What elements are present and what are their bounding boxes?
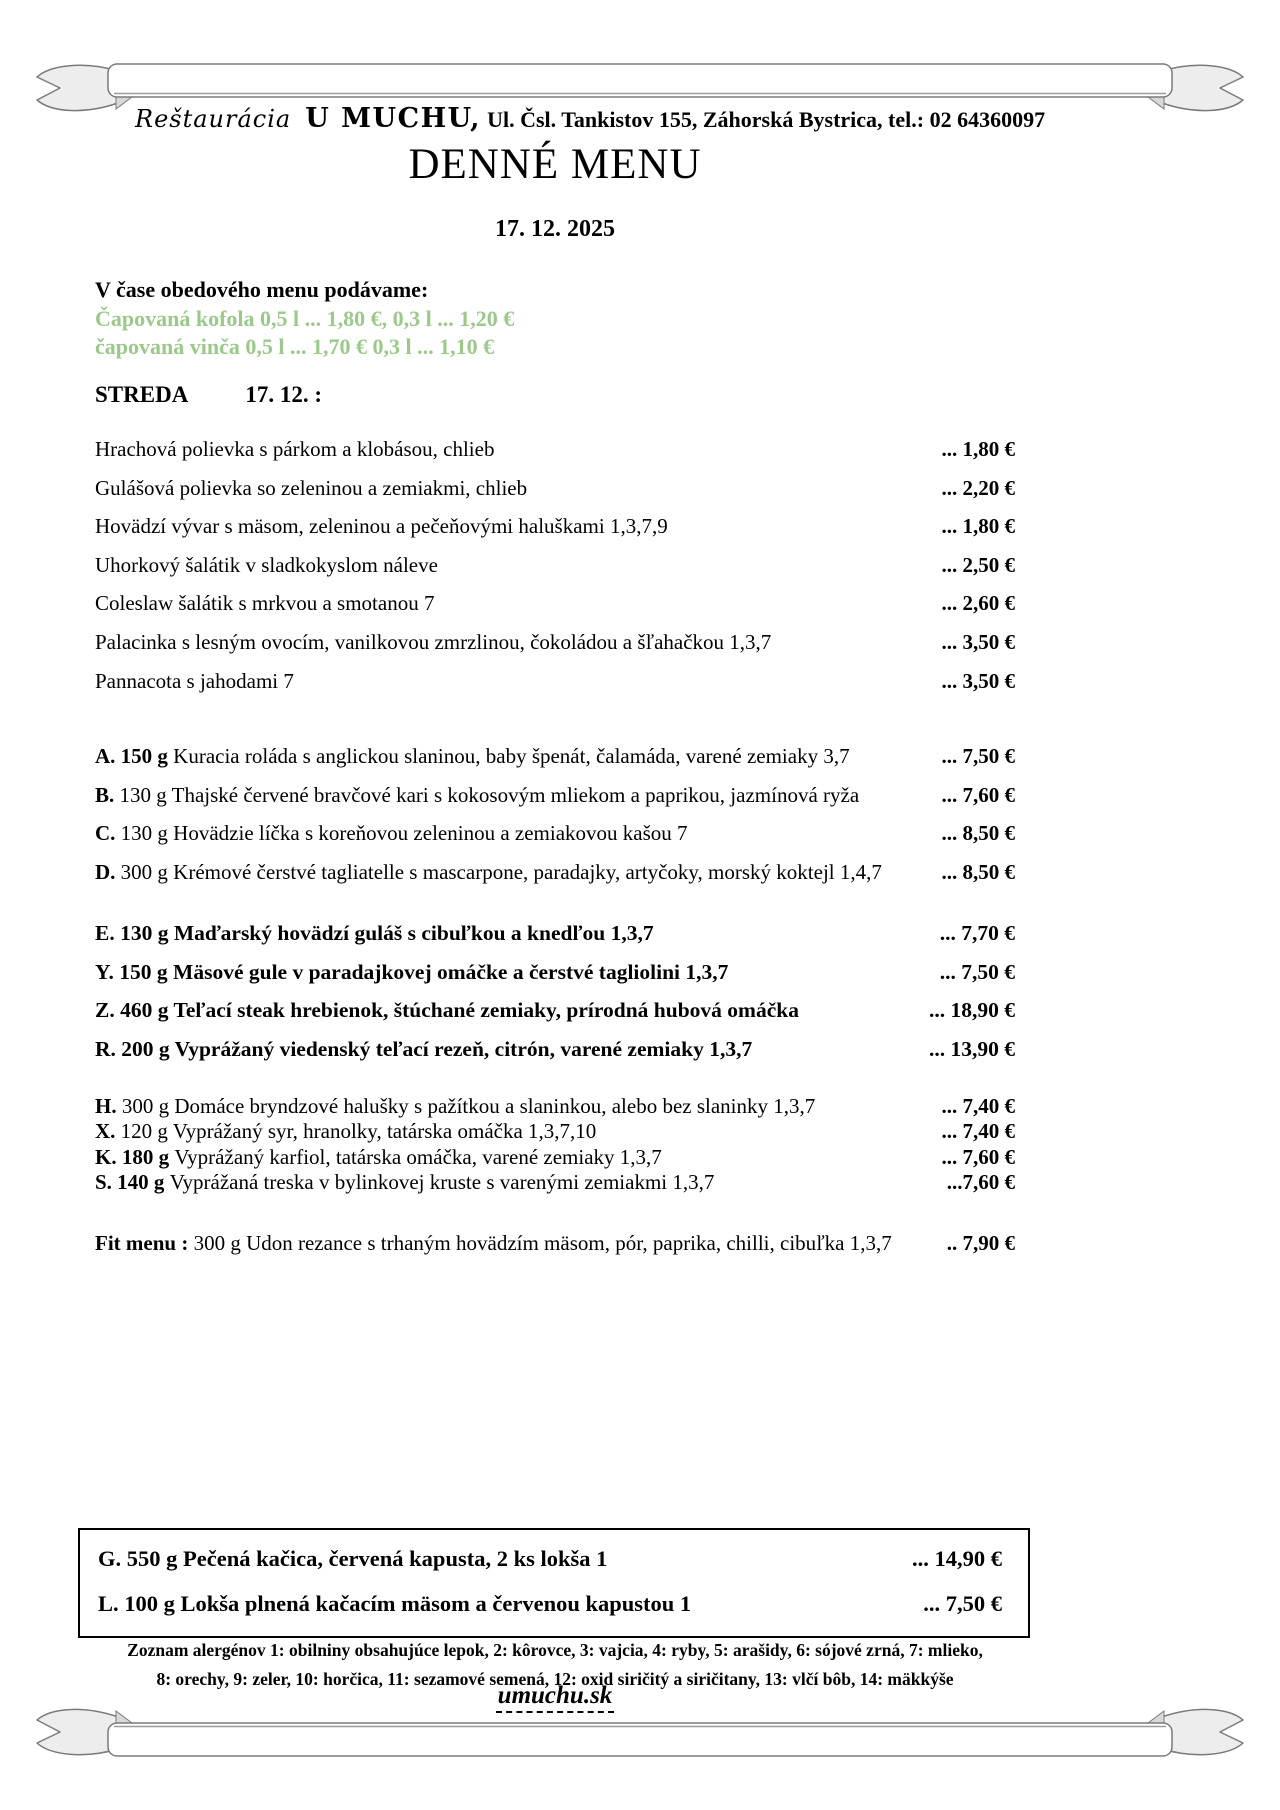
- item-name: [95, 1119, 604, 1144]
- item-text: 300 g Domáce bryndzové halušky s pažítkou a slaninkou, alebo bez slaninky 1,3,7: [121, 1094, 816, 1118]
- item-name: [95, 853, 890, 892]
- item-name: [95, 430, 502, 469]
- item-name: [95, 1145, 670, 1170]
- item-text: Coleslaw šalátik s mrkvou a smotanou 7: [95, 591, 435, 616]
- header: [135, 103, 1045, 134]
- menu-item-row: [95, 991, 1015, 1030]
- item-text: Palacinka s lesným ovocím, vanilkovou zmrzlinou, čokoládou a šľahačkou 1,3,7: [95, 629, 772, 654]
- item-price: ... 2,60 €: [941, 591, 1015, 616]
- item-prefix: A. 150 g: [95, 744, 174, 768]
- section-mains-hxks: [95, 1094, 1015, 1196]
- menu-item-row: [95, 507, 1015, 546]
- menu-item-row: [95, 914, 1015, 953]
- item-price: ... 1,80 €: [941, 437, 1015, 461]
- restaurant-name: U MUCHU,: [305, 103, 482, 134]
- item-name: [95, 546, 446, 585]
- item-text: Uhorkový šalátik v sladkokyslom náleve: [95, 552, 438, 577]
- item-price: ... 1,80 €: [941, 514, 1015, 539]
- item-prefix: Y. 150 g Mäsové gule v paradajkovej omáčke a čerstvé tagliolini 1,3,7: [95, 959, 729, 984]
- item-text: Kuracia roláda s anglickou slaninou, baby špenát, čalamáda, varené zemiaky 3,7: [173, 744, 850, 768]
- item-name: [95, 1094, 823, 1119]
- item-prefix: D.: [95, 859, 121, 884]
- allergen-line-1: Zoznam alergénov 1: obilniny obsahujúce lepok, 2: kôrovce, 3: vajcia, 4: ryby, 5: arašidy, 6: sójové zrná, 7: mlieko,: [127, 1640, 983, 1660]
- item-name: [95, 623, 779, 662]
- allergen-line-2: 8: orechy, 9: zeler, 10: horčica, 11: sezamové semená, 12: oxid siričitý a siričitany, 13: vlčí bôb, 14: mäkkýše: [156, 1668, 954, 1689]
- item-text: 300 g Krémové čerstvé tagliatelle s mascarpone, paradajky, artyčoky, morský koktejl 1,4,7: [120, 859, 882, 884]
- item-price: ... 2,20 €: [941, 475, 1015, 500]
- menu-item-row: [95, 662, 1015, 701]
- item-text: 120 g Vyprážaný syr, hranolky, tatárska omáčka 1,3,7,10: [120, 1119, 597, 1144]
- item-name: [98, 1536, 615, 1581]
- item-price: ... 7,40 €: [941, 1119, 1015, 1144]
- item-price: ... 8,50 €: [941, 859, 1015, 884]
- item-price: ... 18,90 €: [929, 998, 1015, 1023]
- menu-item-row: [95, 776, 1015, 815]
- menu-item-row: [95, 1094, 1015, 1119]
- item-text: Gulášová polievka so zeleninou a zemiakmi, chlieb: [95, 475, 528, 500]
- item-prefix: Z. 460 g Teľací steak hrebienok, štúchané zemiaky, prírodná hubová omáčka: [95, 998, 799, 1023]
- item-name: [95, 584, 442, 623]
- item-prefix: Fit menu :: [95, 1231, 194, 1255]
- item-text: Pannacota s jahodami 7: [95, 668, 294, 693]
- section-starters: [95, 430, 1015, 700]
- item-text: Hovädzí vývar s mäsom, zeleninou a pečeňovými haluškami 1,3,7,9: [95, 514, 668, 539]
- item-price: ... 7,40 €: [941, 1094, 1015, 1118]
- item-price: ... 13,90 €: [929, 1036, 1015, 1061]
- item-prefix: L. 100 g Lokša plnená kačacím mäsom a červenou kapustou 1: [98, 1591, 692, 1616]
- item-prefix: B.: [95, 782, 120, 807]
- menu-item-row: [95, 1145, 1015, 1170]
- item-price: ... 2,50 €: [941, 552, 1015, 577]
- item-price: ... 7,50 €: [941, 744, 1015, 768]
- item-price: ... 7,50 €: [939, 959, 1015, 984]
- item-text: Vyprážaný karfiol, tatárska omáčka, varené zemiaky 1,3,7: [174, 1144, 662, 1169]
- restaurant-label: Reštaurácia: [135, 105, 292, 133]
- day-date: 17. 12. :: [245, 382, 322, 407]
- website-link[interactable]: umuchu.sk: [496, 1682, 615, 1713]
- item-name: [95, 1228, 900, 1258]
- section-mains-eyzr: [95, 914, 1015, 1068]
- item-price: ... 3,50 €: [941, 629, 1015, 654]
- menu-item-row: [98, 1581, 1002, 1626]
- item-name: [95, 953, 736, 992]
- item-price: ... 3,50 €: [941, 668, 1015, 693]
- item-name: [95, 1170, 722, 1195]
- drink-line-vinca: čapovaná vinča 0,5 l ... 1,70 € 0,3 l ... 1,10 €: [95, 334, 495, 360]
- menu-item-row: [95, 814, 1015, 853]
- scroll-banner-bottom: [30, 1703, 1250, 1765]
- item-name: [95, 991, 807, 1030]
- item-prefix: H.: [95, 1094, 122, 1118]
- menu-item-row: [98, 1536, 1002, 1581]
- item-price: .. 7,90 €: [946, 1231, 1015, 1255]
- item-name: [95, 507, 676, 546]
- menu-item-row: [95, 737, 1015, 776]
- item-text: Hrachová polievka s párkom a klobásou, chlieb: [95, 437, 495, 461]
- page-title: DENNÉ MENU: [408, 141, 702, 188]
- day-heading: [95, 382, 322, 408]
- menu-item-row: [95, 953, 1015, 992]
- item-prefix: C.: [95, 821, 121, 846]
- menu-item-row: [95, 430, 1015, 469]
- item-text: 300 g Udon rezance s trhaným hovädzím mäsom, pór, paprika, chilli, cibuľka 1,3,7: [193, 1231, 892, 1255]
- item-name: [95, 1030, 760, 1069]
- item-prefix: G. 550 g Pečená kačica, červená kapusta, 2 ks lokša 1: [98, 1546, 608, 1571]
- item-prefix: E. 130 g Maďarský hovädzí guláš s cibuľkou a knedľou 1,3,7: [95, 921, 654, 945]
- scroll-banner-bottom-icon: [30, 1703, 1250, 1765]
- item-prefix: R. 200 g Vyprážaný viedenský teľací rezeň, citrón, varené zemiaky 1,3,7: [95, 1036, 753, 1061]
- item-name: [95, 914, 662, 953]
- section-mains-abcd: [95, 737, 1015, 891]
- item-name: [95, 469, 535, 508]
- section-fit-menu: [95, 1228, 1015, 1258]
- item-prefix: K. 180 g: [95, 1144, 175, 1169]
- item-text: 130 g Thajské červené bravčové kari s kokosovým mliekom a paprikou, jazmínová ryža: [119, 782, 860, 807]
- item-price: ... 14,90 €: [912, 1546, 1002, 1571]
- day-label: STREDA: [95, 382, 189, 407]
- menu-item-row: [95, 1030, 1015, 1069]
- item-name: [98, 1581, 699, 1626]
- menu-item-row: [95, 546, 1015, 585]
- menu-item-row: [95, 1170, 1015, 1195]
- item-price: ... 7,50 €: [923, 1591, 1002, 1616]
- item-text: Vyprážaná treska v bylinkovej kruste s varenými zemiakmi 1,3,7: [169, 1170, 715, 1195]
- item-price: ... 8,50 €: [941, 821, 1015, 846]
- menu-date: 17. 12. 2025: [495, 216, 615, 242]
- item-name: [95, 737, 858, 776]
- item-price: ... 7,70 €: [939, 921, 1015, 945]
- menu-item-row: [95, 623, 1015, 662]
- item-price: ...7,60 €: [946, 1170, 1015, 1195]
- item-prefix: X.: [95, 1119, 121, 1144]
- item-name: [95, 662, 302, 701]
- specials-box: [78, 1528, 1030, 1638]
- menu-item-row: [95, 853, 1015, 892]
- lunch-intro: V čase obedového menu podávame:: [95, 277, 429, 302]
- menu-item-row: [95, 469, 1015, 508]
- item-text: 130 g Hovädzie líčka s koreňovou zeleninou a zemiakovou kašou 7: [120, 821, 688, 846]
- lunch-drinks-block: [95, 276, 514, 362]
- item-name: [95, 814, 696, 853]
- item-name: [95, 776, 867, 815]
- item-price: ... 7,60 €: [941, 782, 1015, 807]
- menu-item-row: [95, 1119, 1015, 1144]
- fit-menu-row: [95, 1228, 1015, 1258]
- item-prefix: S. 140 g: [95, 1170, 170, 1195]
- menu-item-row: [95, 584, 1015, 623]
- drink-line-kofola: Čapovaná kofola 0,5 l ... 1,80 €, 0,3 l ... 1,20 €: [95, 305, 515, 331]
- item-price: ... 7,60 €: [941, 1144, 1015, 1169]
- restaurant-address: Ul. Čsl. Tankistov 155, Záhorská Bystrica, tel.: 02 64360097: [487, 107, 1046, 132]
